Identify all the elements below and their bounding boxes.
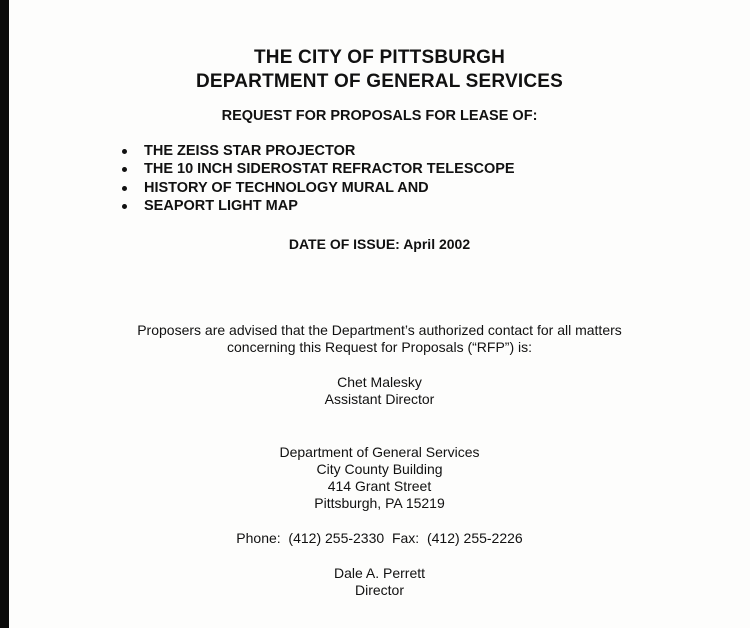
- lease-item: THE ZEISS STAR PROJECTOR: [121, 142, 515, 160]
- lease-item: HISTORY OF TECHNOLOGY MURAL AND: [121, 179, 515, 197]
- document-title-department: DEPARTMENT OF GENERAL SERVICES: [195, 71, 564, 92]
- bullet-icon: [122, 204, 127, 209]
- signatory-name: Dale A. Perrett: [333, 565, 426, 581]
- address-line-1: Department of General Services: [279, 444, 480, 460]
- lease-item: SEAPORT LIGHT MAP: [121, 197, 515, 215]
- rfp-heading: REQUEST FOR PROPOSALS FOR LEASE OF:: [221, 108, 538, 124]
- notice-line-1: Proposers are advised that the Department’s authorized contact for all matters: [137, 322, 622, 338]
- bullet-icon: [122, 149, 127, 154]
- contact-title: Assistant Director: [324, 391, 435, 407]
- bullet-icon: [122, 186, 127, 191]
- document-page: [9, 0, 750, 628]
- issue-date: DATE OF ISSUE: April 2002: [288, 236, 471, 252]
- address-line-4: Pittsburgh, PA 15219: [314, 495, 445, 511]
- lease-item: THE 10 INCH SIDEROSTAT REFRACTOR TELESCOPE: [121, 160, 515, 178]
- signatory-title: Director: [354, 582, 404, 598]
- phone-fax: Phone: (412) 255-2330 Fax: (412) 255-2226: [236, 530, 523, 546]
- notice-line-2: concerning this Request for Proposals (“RFP”) is:: [227, 339, 532, 355]
- address-line-3: 414 Grant Street: [327, 478, 432, 494]
- bullet-icon: [122, 167, 127, 172]
- contact-name: Chet Malesky: [337, 374, 422, 390]
- scan-edge: [0, 0, 9, 628]
- address-line-2: City County Building: [316, 461, 443, 477]
- document-title-city: THE CITY OF PITTSBURGH: [253, 47, 506, 68]
- lease-item-list: [121, 142, 515, 215]
